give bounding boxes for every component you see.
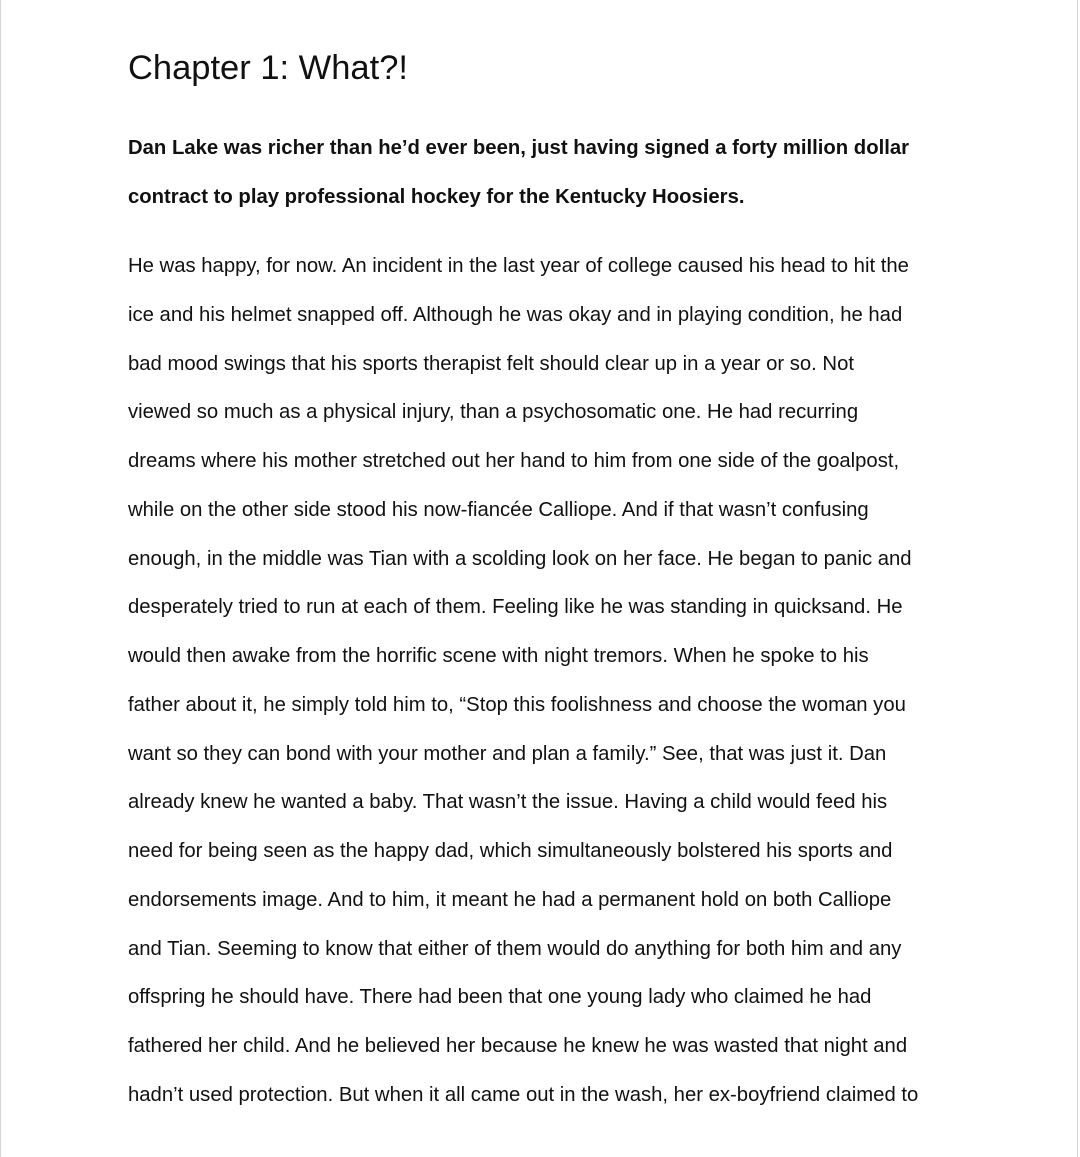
body-line: enough, in the middle was Tian with a scolding look on her face. He began to panic and — [128, 547, 912, 570]
body-paragraph — [128, 242, 968, 1120]
body-line: hadn’t used protection. But when it all came out in the wash, her ex-boyfriend claimed to — [128, 1083, 919, 1106]
body-line: bad mood swings that his sports therapist felt should clear up in a year or so. Not — [128, 352, 854, 375]
body-line: want so they can bond with your mother and plan a family.” See, that was just it. Dan — [128, 742, 887, 765]
body-line: He was happy, for now. An incident in the last year of college caused his head to hit the — [128, 255, 909, 277]
lead-line: contract to play professional hockey for the Kentucky Hoosiers. — [128, 185, 745, 208]
body-line: while on the other side stood his now-fiancée Calliope. And if that wasn’t confusing — [128, 498, 869, 521]
body-line: viewed so much as a physical injury, than a psychosomatic one. He had recurring — [128, 401, 859, 424]
body-line: dreams where his mother stretched out her hand to him from one side of the goalpost, — [128, 450, 900, 472]
body-line: father about it, he simply told him to, “Stop this foolishness and choose the woman you — [128, 693, 906, 716]
lead-paragraph — [128, 124, 968, 221]
body-line: endorsements image. And to him, it meant he had a permanent hold on both Calliope — [128, 888, 892, 911]
body-line: desperately tried to run at each of them. Feeling like he was standing in quicksand. He — [128, 596, 903, 619]
body-line: fathered her child. And he believed her because he knew he was wasted that night and — [128, 1035, 908, 1057]
body-line: ice and his helmet snapped off. Although he was okay and in playing condition, he had — [128, 303, 903, 326]
body-line: offspring he should have. There had been that one young lady who claimed he had — [128, 986, 872, 1009]
body-line: and Tian. Seeming to know that either of them would do anything for both him and any — [128, 937, 902, 960]
body-line: already knew he wanted a baby. That wasn’t the issue. Having a child would feed his — [128, 791, 888, 814]
body-line: need for being seen as the happy dad, which simultaneously bolstered his sports and — [128, 840, 893, 862]
chapter-title: Chapter 1: What?! — [128, 49, 408, 87]
lead-line: Dan Lake was richer than he’d ever been, just having signed a forty million dollar — [128, 137, 910, 159]
body-line: would then awake from the horrific scene with night tremors. When he spoke to his — [128, 645, 869, 667]
